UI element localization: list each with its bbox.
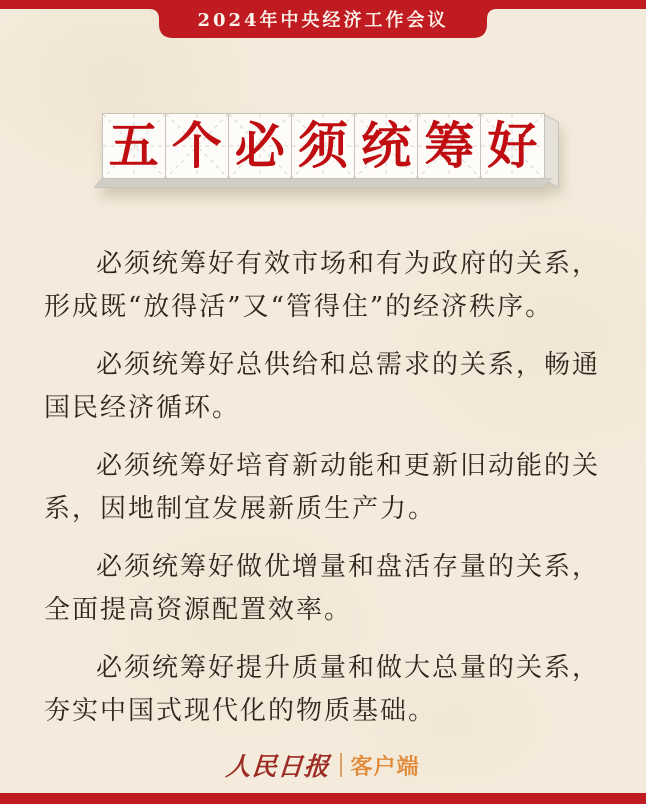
title-character: 好 bbox=[487, 116, 538, 175]
logo-divider bbox=[340, 753, 342, 777]
footer bbox=[0, 750, 646, 780]
banner-title: 2024年中央经济工作会议 bbox=[197, 10, 449, 31]
title-character-cell bbox=[166, 114, 229, 178]
title-character-cell bbox=[355, 114, 418, 178]
title-character-cell bbox=[229, 114, 292, 178]
paragraph: 必须统筹好总供给和总需求的关系，畅通国民经济循环。 bbox=[44, 350, 601, 423]
title-character: 五 bbox=[108, 116, 159, 175]
title-character: 统 bbox=[361, 116, 412, 175]
title-character-cell bbox=[418, 114, 481, 178]
paragraph: 必须统筹好做优增量和盘活存量的关系，全面提高资源配置效率。 bbox=[44, 552, 601, 625]
bottom-red-bar bbox=[0, 793, 646, 804]
paragraph: 必须统筹好提升质量和做大总量的关系，夯实中国式现代化的物质基础。 bbox=[44, 653, 601, 726]
client-label: 客户端 bbox=[350, 753, 420, 779]
title-character: 筹 bbox=[424, 116, 475, 175]
paragraph: 必须统筹好培育新动能和更新旧动能的关系，因地制宜发展新质生产力。 bbox=[44, 451, 601, 524]
title-character-cell bbox=[481, 114, 543, 178]
title-character-cell bbox=[292, 114, 355, 178]
title-character: 个 bbox=[171, 116, 222, 175]
title-block bbox=[102, 113, 545, 179]
people-daily-logo: 人民日报 bbox=[225, 752, 332, 781]
title-character: 须 bbox=[297, 116, 348, 175]
body-text bbox=[44, 243, 602, 733]
paragraph: 必须统筹好有效市场和有为政府的关系，形成既“放得活”又“管得住”的经济秩序。 bbox=[44, 249, 601, 322]
title-character: 必 bbox=[234, 116, 285, 175]
title-character-cell bbox=[103, 114, 166, 178]
header-banner bbox=[0, 0, 646, 40]
